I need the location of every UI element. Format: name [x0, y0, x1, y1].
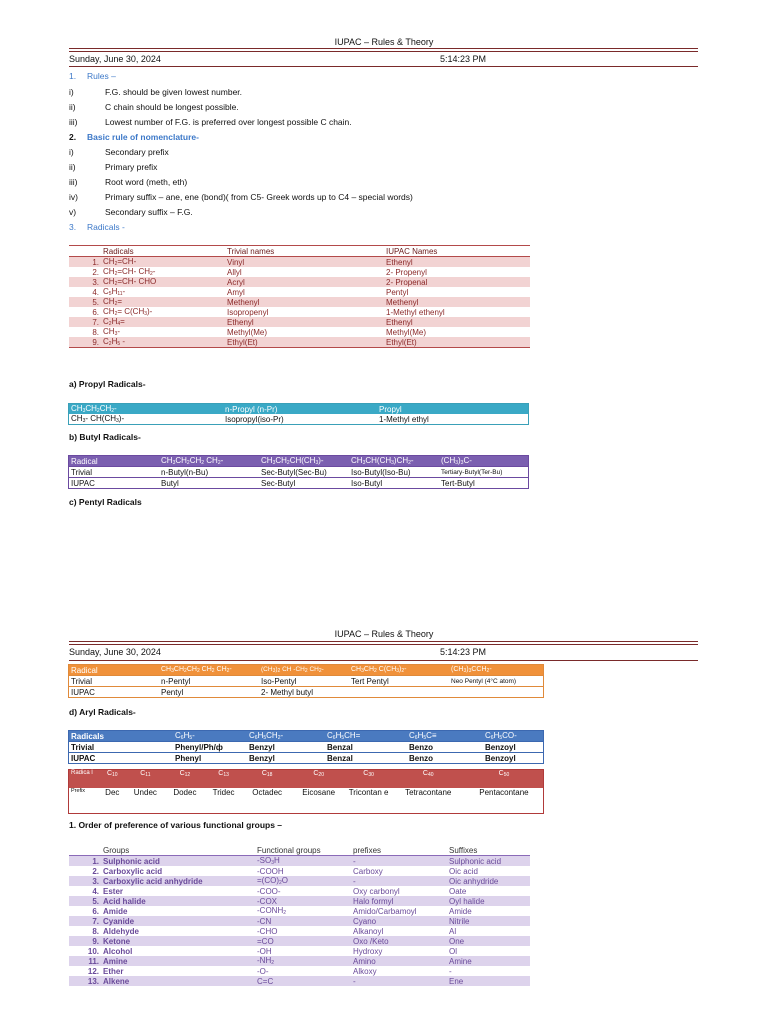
rule-item: ii) C chain should be longest possible. [69, 102, 239, 112]
table-row: 2. $CH_2=CH-$ $CH_2-$ Allyl 2- Propenyl [92, 267, 427, 277]
table-row: 6. Amide $-CONH_2$ Amido/Carbamoyl Amide [92, 906, 472, 916]
order-heading: 1. Order of preference of various functional groups – [69, 820, 283, 830]
radicals-table: Radicals Trivial names IUPAC Names 1. $CH_2=CH-$ Vinyl Ethenyl 2. $CH_2=CH-$ $CH_2-$ Allyl 2- Propenyl 3. $CH_2=CH-$ CHO Acryl 2- Propenal 4. $C_5H_{11}-$ Amyl Pentyl 5. $CH_2=$ Methenyl Methenyl 6. $CH_2= C(CH_3)-$ Isopropenyl 1-Methyl ethenyl 7. $C_2H_4=$ Ethenyl Ethenyl 8. $CH_3-$ Methyl(Me) Methyl(Me) 9. $C_2H_5$ - Ethyl(Et) Ethyl(Et) [69, 245, 530, 348]
header-date: Sunday, June 30, 2024 [69, 54, 161, 64]
table-row: $CH_3-$ $CH(CH_3)-$ Isopropyl(iso-Pr) 1-Methyl ethyl [71, 414, 429, 424]
pentyl-heading: c) Pentyl Radicals [69, 497, 142, 507]
table-row: IUPAC Pentyl 2- Methyl butyl [69, 687, 544, 698]
header-rule [69, 641, 698, 642]
page-title: IUPAC – Rules & Theory [334, 37, 434, 47]
table-row: 4. Ester -COO- Oxy carbonyl Oate [92, 886, 467, 896]
table-row: Trivial n-Pentyl Iso-Pentyl Tert Pentyl Neo Pentyl (4°C atom) [69, 676, 544, 687]
nomenclature-item: ii) Primary prefix [69, 162, 158, 172]
table-row: 9. $C_2H_5$ - Ethyl(Et) Ethyl(Et) [69, 337, 530, 348]
nomenclature-item: iii) Root word (meth, eth) [69, 177, 188, 187]
pentyl-table [68, 664, 544, 698]
table-row: Radical $CH_3CH_2CH_2$ $CH_2$ $CH_2-$ $(CH_3)_2$ CH $-CH_2$ $CH_2-$ $CH_3CH_2$ $C(CH_3)_2-$ $(CH_3)_3CCH_2-$ [69, 665, 544, 676]
table-row: Trivial n-Butyl(n-Bu) Sec-Butyl(Sec-Bu) Iso-Butyl(Iso-Bu) Tertiary-Butyl(Ter-Bu) [69, 467, 529, 478]
table-row: 4. $C_5H_{11}-$ Amyl Pentyl [92, 287, 409, 297]
prefix-table [68, 769, 544, 814]
butyl-table [68, 455, 529, 489]
header-rule [69, 48, 698, 49]
table-row: 8. Aldehyde -CHO Alkanoyl Al [92, 926, 457, 936]
table-row: Radica l $C_{10}$ $C_{11}$ $C_{12}$ $C_{13}$ $C_{18}$ $C_{20}$ $C_{30}$ $C_{40}$ $C_{50}$ [69, 770, 544, 788]
table-row: 13. Alkene C=C - Ene [69, 976, 530, 986]
header-rule [69, 644, 698, 645]
nomenclature-item: iv) Primary suffix – ane, ene (bond)( from C5- Greek words up to C4 – special words) [69, 192, 413, 202]
butyl-heading: b) Butyl Radicals- [69, 432, 141, 442]
table-row: Radical $CH_3CH_2CH_2$ $CH_2-$ $CH_3CH_2CH(CH_3)-$ $CH_3CH(CH_3)CH_2-$ $(CH_3)_3C-$ [69, 456, 529, 467]
table-row: 8. $CH_3-$ Methyl(Me) Methyl(Me) [92, 327, 427, 337]
propyl-heading: a) Propyl Radicals- [69, 379, 146, 389]
table-row: 3. Carboxylic acid anhydride $=(CO)_2O$ - Oic anhydride [69, 876, 530, 886]
table-row: IUPAC Butyl Sec-Butyl Iso-Butyl Tert-Butyl [69, 478, 529, 489]
nomenclature-item: i) Secondary prefix [69, 147, 169, 157]
table-row: Trivial Phenyl/Ph/ф Benzyl Benzal Benzo Benzoyl [69, 742, 544, 753]
table-row: 1. $CH_2=CH-$ Vinyl Ethenyl [69, 257, 530, 268]
propyl-table [68, 403, 529, 425]
table-row: 1. Sulphonic acid $-SO_3H$ - Sulphonic acid [69, 856, 530, 867]
functional-groups-table: Groups Functional groups prefixes Suffixes 1. Sulphonic acid $-SO_3H$ - Sulphonic acid 2. Carboxylic acid -COOH Carboxy Oic acid 3. Carboxylic acid anhydride $=(CO)_2O$ - Oic anhydride 4. Ester -COO- Oxy carbonyl Oate 5. Acid halide -COX Halo formyl Oyl halide 6. Amide $-CONH_2$ Amido/Carbamoyl Amide 7. Cyanide -CN Cyano Nitrile 8. Aldehyde -CHO Alkanoyl Al 9. Ketone =CO Oxo /Keto One 10. Alcohol -OH Hydroxy Ol 11. Amine $-NH_2$ Amino Amine 12. Ether -O- Alkoxy - 13. Alkene C=C - Ene [69, 845, 530, 986]
table-row: 6. $CH_2= C(CH_3)-$ Isopropenyl 1-Methyl ethenyl [92, 307, 445, 317]
aryl-heading: d) Aryl Radicals- [69, 707, 136, 717]
header-rule [69, 660, 698, 661]
table-row: 11. Amine $-NH_2$ Amino Amine [69, 956, 530, 966]
table-row: IUPAC Phenyl Benzyl Benzal Benzo Benzoyl [69, 753, 544, 764]
nomenclature-heading: 2. Basic rule of nomenclature- [69, 132, 199, 142]
table-row: Prefix Dec Undec Dodec Tridec Octadec Eicosane Tricontan e Tetracontane Pentacontane [71, 787, 529, 797]
nomenclature-item: v) Secondary suffix – F.G. [69, 207, 193, 217]
table-row: $CH_3CH_2CH_2-$ n-Propyl (n-Pr) Propyl [69, 404, 529, 415]
radicals-heading: 3. Radicals - [69, 222, 125, 232]
table-row: 12. Ether -O- Alkoxy - [87, 966, 452, 976]
rules-heading: 1. Rules – [69, 71, 116, 81]
header-rule [69, 66, 698, 67]
header-time: 5:14:23 PM [440, 54, 487, 64]
table-row: Radicals $C_6H_5-$ $C_6H_5CH_2-$ $C_6H_5CH=$ $C_6H_5C\equiv$ $C_6H_5CO-$ [69, 731, 544, 742]
page-title: IUPAC – Rules & Theory [334, 629, 434, 639]
table-row: 3. $CH_2=CH-$ CHO Acryl 2- Propenal [69, 277, 530, 287]
table-row: 7. Cyanide -CN Cyano Nitrile [69, 916, 530, 926]
table-row: 10. Alcohol -OH Hydroxy Ol [87, 946, 457, 956]
table-row: 5. Acid halide -COX Halo formyl Oyl halide [69, 896, 530, 906]
header-time: 5:14:23 PM [440, 647, 487, 657]
header-rule [69, 51, 698, 52]
table-row: 9. Ketone =CO Oxo /Keto One [69, 936, 530, 946]
rule-item: iii) Lowest number of F.G. is preferred over longest possible C chain. [69, 117, 352, 127]
header-date: Sunday, June 30, 2024 [69, 647, 161, 657]
rule-item: i) F.G. should be given lowest number. [69, 87, 243, 97]
table-row: 5. $CH_2=$ Methenyl Methenyl [69, 297, 530, 307]
aryl-table [68, 730, 544, 764]
table-row: 7. $C_2H_4=$ Ethenyl Ethenyl [69, 317, 530, 327]
table-row: 2. Carboxylic acid -COOH Carboxy Oic acid [92, 866, 478, 876]
